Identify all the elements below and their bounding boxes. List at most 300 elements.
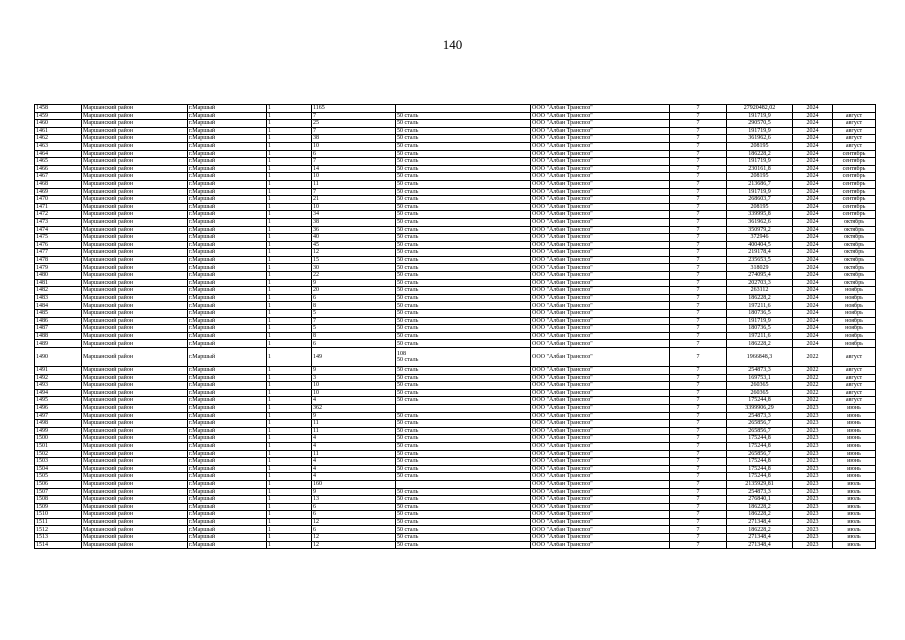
unit-cell: 7: [670, 317, 727, 325]
cost-cell: 208195: [727, 142, 793, 150]
year-cell: 2024: [793, 188, 833, 196]
year-cell: 2023: [793, 480, 833, 488]
material-cell: 50 сталь: [396, 142, 531, 150]
district-cell: Маршанский район: [82, 279, 188, 287]
row-number-cell: 1469: [35, 188, 82, 196]
table-row: [35, 442, 876, 450]
month-cell: август: [833, 367, 876, 375]
unit-cell: 7: [670, 534, 727, 542]
settlement-cell: г.Маршый: [188, 412, 267, 420]
settlement-cell: г.Маршый: [188, 348, 267, 367]
table-body: [35, 105, 876, 549]
material-cell: 50 сталь: [396, 389, 531, 397]
settlement-cell: г.Маршый: [188, 465, 267, 473]
settlement-cell: г.Маршый: [188, 435, 267, 443]
table-row: [35, 541, 876, 549]
unit-cell: 7: [670, 465, 727, 473]
length-cell: 4: [312, 442, 396, 450]
cost-cell: 235653,5: [727, 256, 793, 264]
material-cell: 50 сталь: [396, 241, 531, 249]
row-number-cell: 1496: [35, 404, 82, 412]
year-cell: 2022: [793, 374, 833, 382]
month-cell: сентябрь: [833, 173, 876, 181]
cost-cell: 260365: [727, 382, 793, 390]
contractor-cell: ООО "Албан Транспоз": [531, 450, 670, 458]
unit-cell: 7: [670, 135, 727, 143]
table-row: [35, 112, 876, 120]
year-cell: 2022: [793, 348, 833, 367]
material-cell: 50 сталь: [396, 420, 531, 428]
material-cell: 50 сталь: [396, 196, 531, 204]
settlement-cell: г.Маршый: [188, 173, 267, 181]
contractor-cell: ООО "Албан Транспоз": [531, 518, 670, 526]
cost-cell: 202703,3: [727, 279, 793, 287]
table-row: [35, 382, 876, 390]
row-number-cell: 1508: [35, 496, 82, 504]
table-row: [35, 397, 876, 405]
row-number-cell: 1474: [35, 226, 82, 234]
row-number-cell: 1461: [35, 127, 82, 135]
table-row: [35, 256, 876, 264]
unit-cell: 7: [670, 279, 727, 287]
settlement-cell: г.Маршый: [188, 389, 267, 397]
district-cell: Маршанский район: [82, 503, 188, 511]
cost-cell: 260365: [727, 389, 793, 397]
table-row: [35, 226, 876, 234]
table-row: [35, 120, 876, 128]
count-cell: 1: [267, 496, 312, 504]
material-cell: 50 сталь: [396, 458, 531, 466]
count-cell: 1: [267, 287, 312, 295]
contractor-cell: ООО "Албан Транспоз": [531, 480, 670, 488]
contractor-cell: ООО "Албан Транспоз": [531, 135, 670, 143]
table-row: [35, 150, 876, 158]
cost-cell: 254873,3: [727, 367, 793, 375]
material-cell: 50 сталь: [396, 526, 531, 534]
table-row: [35, 325, 876, 333]
unit-cell: 7: [670, 256, 727, 264]
count-cell: 1: [267, 382, 312, 390]
count-cell: 1: [267, 241, 312, 249]
settlement-cell: г.Маршый: [188, 127, 267, 135]
length-cell: 13: [312, 496, 396, 504]
settlement-cell: г.Маршый: [188, 180, 267, 188]
cost-cell: 175244,8: [727, 465, 793, 473]
length-cell: 362: [312, 404, 396, 412]
contractor-cell: ООО "Албан Транспоз": [531, 264, 670, 272]
row-number-cell: 1477: [35, 249, 82, 257]
table-row: [35, 340, 876, 348]
month-cell: сентябрь: [833, 211, 876, 219]
row-number-cell: 1493: [35, 382, 82, 390]
unit-cell: 7: [670, 496, 727, 504]
contractor-cell: ООО "Албан Транспоз": [531, 397, 670, 405]
year-cell: 2024: [793, 150, 833, 158]
material-cell: 50 сталь: [396, 450, 531, 458]
settlement-cell: г.Маршый: [188, 427, 267, 435]
district-cell: Маршанский район: [82, 389, 188, 397]
length-cell: 25: [312, 120, 396, 128]
cost-cell: 2135929,81: [727, 480, 793, 488]
year-cell: 2024: [793, 256, 833, 264]
month-cell: сентябрь: [833, 196, 876, 204]
month-cell: октябрь: [833, 234, 876, 242]
month-cell: сентябрь: [833, 203, 876, 211]
row-number-cell: 1497: [35, 412, 82, 420]
settlement-cell: г.Маршый: [188, 218, 267, 226]
cost-cell: 339995,8: [727, 211, 793, 219]
settlement-cell: г.Маршый: [188, 234, 267, 242]
month-cell: июнь: [833, 404, 876, 412]
material-cell: 50 сталь: [396, 325, 531, 333]
month-cell: июль: [833, 518, 876, 526]
district-cell: Маршанский район: [82, 473, 188, 481]
contractor-cell: ООО "Албан Транспоз": [531, 404, 670, 412]
register-table: [34, 104, 876, 549]
count-cell: 1: [267, 279, 312, 287]
month-cell: август: [833, 348, 876, 367]
material-cell: 50 сталь: [396, 367, 531, 375]
settlement-cell: г.Маршый: [188, 135, 267, 143]
length-cell: 7: [312, 112, 396, 120]
count-cell: 1: [267, 332, 312, 340]
row-number-cell: 1460: [35, 120, 82, 128]
material-cell: 50 сталь: [396, 340, 531, 348]
cost-cell: 3399906,29: [727, 404, 793, 412]
unit-cell: 7: [670, 503, 727, 511]
cost-cell: 230161,8: [727, 165, 793, 173]
material-cell: 50 сталь: [396, 435, 531, 443]
length-cell: 160: [312, 480, 396, 488]
table-row: [35, 180, 876, 188]
length-cell: 38: [312, 218, 396, 226]
district-cell: Маршанский район: [82, 272, 188, 280]
material-cell: 50 сталь: [396, 287, 531, 295]
year-cell: 2023: [793, 488, 833, 496]
district-cell: Маршанский район: [82, 203, 188, 211]
length-cell: 30: [312, 264, 396, 272]
contractor-cell: ООО "Албан Транспоз": [531, 496, 670, 504]
month-cell: август: [833, 120, 876, 128]
month-cell: июнь: [833, 450, 876, 458]
district-cell: Маршанский район: [82, 541, 188, 549]
year-cell: 2024: [793, 332, 833, 340]
table-row: [35, 480, 876, 488]
month-cell: ноябрь: [833, 340, 876, 348]
contractor-cell: ООО "Албан Транспоз": [531, 294, 670, 302]
month-cell: октябрь: [833, 256, 876, 264]
year-cell: 2024: [793, 180, 833, 188]
count-cell: 1: [267, 518, 312, 526]
contractor-cell: ООО "Албан Транспоз": [531, 241, 670, 249]
count-cell: 1: [267, 218, 312, 226]
year-cell: 2024: [793, 294, 833, 302]
year-cell: 2024: [793, 340, 833, 348]
row-number-cell: 1458: [35, 105, 82, 113]
unit-cell: 7: [670, 367, 727, 375]
year-cell: 2023: [793, 496, 833, 504]
cost-cell: 169753,1: [727, 374, 793, 382]
count-cell: 1: [267, 256, 312, 264]
contractor-cell: ООО "Албан Транспоз": [531, 348, 670, 367]
row-number-cell: 1495: [35, 397, 82, 405]
material-cell: [396, 480, 531, 488]
unit-cell: 7: [670, 127, 727, 135]
cost-cell: 350979,2: [727, 226, 793, 234]
month-cell: июнь: [833, 427, 876, 435]
count-cell: 1: [267, 150, 312, 158]
year-cell: 2024: [793, 226, 833, 234]
year-cell: 2024: [793, 211, 833, 219]
row-number-cell: 1490: [35, 348, 82, 367]
length-cell: 11: [312, 450, 396, 458]
month-cell: [833, 105, 876, 113]
district-cell: Маршанский район: [82, 534, 188, 542]
length-cell: 15: [312, 256, 396, 264]
month-cell: август: [833, 142, 876, 150]
material-cell: 50 сталь: [396, 374, 531, 382]
cost-cell: 213686,7: [727, 180, 793, 188]
material-cell: 50 сталь: [396, 302, 531, 310]
length-cell: 9: [312, 488, 396, 496]
length-cell: 45: [312, 241, 396, 249]
count-cell: 1: [267, 180, 312, 188]
count-cell: 1: [267, 173, 312, 181]
material-cell: 50 сталь: [396, 272, 531, 280]
unit-cell: 7: [670, 442, 727, 450]
material-cell: 108 50 сталь: [396, 348, 531, 367]
year-cell: 2024: [793, 196, 833, 204]
settlement-cell: г.Маршый: [188, 142, 267, 150]
year-cell: 2023: [793, 442, 833, 450]
month-cell: сентябрь: [833, 165, 876, 173]
contractor-cell: ООО "Албан Транспоз": [531, 367, 670, 375]
unit-cell: 7: [670, 234, 727, 242]
material-cell: 50 сталь: [396, 503, 531, 511]
material-cell: 50 сталь: [396, 112, 531, 120]
cost-cell: 191719,9: [727, 158, 793, 166]
contractor-cell: ООО "Албан Транспоз": [531, 317, 670, 325]
row-number-cell: 1480: [35, 272, 82, 280]
settlement-cell: г.Маршый: [188, 511, 267, 519]
count-cell: 1: [267, 340, 312, 348]
district-cell: Маршанский район: [82, 256, 188, 264]
contractor-cell: ООО "Албан Транспоз": [531, 374, 670, 382]
year-cell: 2024: [793, 241, 833, 249]
material-cell: 50 сталь: [396, 249, 531, 257]
cost-cell: 27920482,02: [727, 105, 793, 113]
row-number-cell: 1507: [35, 488, 82, 496]
month-cell: август: [833, 374, 876, 382]
row-number-cell: 1468: [35, 180, 82, 188]
settlement-cell: г.Маршый: [188, 203, 267, 211]
row-number-cell: 1473: [35, 218, 82, 226]
row-number-cell: 1459: [35, 112, 82, 120]
row-number-cell: 1486: [35, 317, 82, 325]
cost-cell: 208195: [727, 173, 793, 181]
table-row: [35, 302, 876, 310]
material-cell: 50 сталь: [396, 256, 531, 264]
length-cell: 4: [312, 465, 396, 473]
month-cell: ноябрь: [833, 310, 876, 318]
count-cell: 1: [267, 165, 312, 173]
district-cell: Маршанский район: [82, 420, 188, 428]
year-cell: 2024: [793, 310, 833, 318]
table-row: [35, 518, 876, 526]
unit-cell: 7: [670, 310, 727, 318]
unit-cell: 7: [670, 348, 727, 367]
unit-cell: 7: [670, 165, 727, 173]
row-number-cell: 1505: [35, 473, 82, 481]
length-cell: 8: [312, 332, 396, 340]
count-cell: 1: [267, 264, 312, 272]
unit-cell: 7: [670, 374, 727, 382]
row-number-cell: 1494: [35, 389, 82, 397]
cost-cell: 271348,4: [727, 518, 793, 526]
count-cell: 1: [267, 480, 312, 488]
unit-cell: 7: [670, 332, 727, 340]
length-cell: 34: [312, 211, 396, 219]
unit-cell: 7: [670, 173, 727, 181]
district-cell: Маршанский район: [82, 188, 188, 196]
contractor-cell: ООО "Албан Транспоз": [531, 325, 670, 333]
cost-cell: 271348,4: [727, 534, 793, 542]
material-cell: 50 сталь: [396, 294, 531, 302]
district-cell: Маршанский район: [82, 264, 188, 272]
year-cell: 2023: [793, 420, 833, 428]
contractor-cell: ООО "Албан Транспоз": [531, 473, 670, 481]
cost-cell: 254873,3: [727, 412, 793, 420]
settlement-cell: г.Маршый: [188, 526, 267, 534]
cost-cell: 197211,6: [727, 332, 793, 340]
contractor-cell: ООО "Албан Транспоз": [531, 541, 670, 549]
length-cell: 21: [312, 196, 396, 204]
unit-cell: 7: [670, 404, 727, 412]
length-cell: 6: [312, 526, 396, 534]
row-number-cell: 1498: [35, 420, 82, 428]
length-cell: 10: [312, 382, 396, 390]
length-cell: 6: [312, 511, 396, 519]
unit-cell: 7: [670, 241, 727, 249]
district-cell: Маршанский район: [82, 480, 188, 488]
district-cell: Маршанский район: [82, 294, 188, 302]
settlement-cell: г.Маршый: [188, 150, 267, 158]
length-cell: 38: [312, 135, 396, 143]
settlement-cell: г.Маршый: [188, 287, 267, 295]
contractor-cell: ООО "Албан Транспоз": [531, 389, 670, 397]
district-cell: Маршанский район: [82, 340, 188, 348]
count-cell: 1: [267, 211, 312, 219]
count-cell: 1: [267, 105, 312, 113]
district-cell: Маршанский район: [82, 496, 188, 504]
unit-cell: 7: [670, 480, 727, 488]
cost-cell: 361962,6: [727, 218, 793, 226]
contractor-cell: ООО "Албан Транспоз": [531, 158, 670, 166]
row-number-cell: 1504: [35, 465, 82, 473]
contractor-cell: ООО "Албан Транспоз": [531, 340, 670, 348]
length-cell: 10: [312, 142, 396, 150]
month-cell: октябрь: [833, 249, 876, 257]
district-cell: Маршанский район: [82, 135, 188, 143]
contractor-cell: ООО "Албан Транспоз": [531, 442, 670, 450]
month-cell: июль: [833, 480, 876, 488]
settlement-cell: г.Маршый: [188, 211, 267, 219]
material-cell: 50 сталь: [396, 473, 531, 481]
cost-cell: 191719,9: [727, 188, 793, 196]
material-cell: 50 сталь: [396, 397, 531, 405]
month-cell: июнь: [833, 442, 876, 450]
district-cell: Маршанский район: [82, 367, 188, 375]
month-cell: август: [833, 389, 876, 397]
count-cell: 1: [267, 196, 312, 204]
district-cell: Маршанский район: [82, 310, 188, 318]
month-cell: октябрь: [833, 218, 876, 226]
cost-cell: 180736,5: [727, 325, 793, 333]
table-row: [35, 389, 876, 397]
month-cell: октябрь: [833, 226, 876, 234]
cost-cell: 276840,1: [727, 496, 793, 504]
unit-cell: 7: [670, 427, 727, 435]
settlement-cell: г.Маршый: [188, 105, 267, 113]
count-cell: 1: [267, 397, 312, 405]
count-cell: 1: [267, 442, 312, 450]
settlement-cell: г.Маршый: [188, 488, 267, 496]
length-cell: 11: [312, 180, 396, 188]
material-cell: 50 сталь: [396, 188, 531, 196]
table-row: [35, 420, 876, 428]
year-cell: 2024: [793, 120, 833, 128]
contractor-cell: ООО "Албан Транспоз": [531, 112, 670, 120]
length-cell: 6: [312, 294, 396, 302]
material-cell: 50 сталь: [396, 218, 531, 226]
district-cell: Маршанский район: [82, 332, 188, 340]
count-cell: 1: [267, 317, 312, 325]
contractor-cell: ООО "Албан Транспоз": [531, 105, 670, 113]
table-row: [35, 287, 876, 295]
length-cell: 11: [312, 420, 396, 428]
length-cell: 9: [312, 412, 396, 420]
unit-cell: 7: [670, 511, 727, 519]
settlement-cell: г.Маршый: [188, 112, 267, 120]
year-cell: 2023: [793, 503, 833, 511]
cost-cell: 265856,7: [727, 450, 793, 458]
district-cell: Маршанский район: [82, 404, 188, 412]
month-cell: июнь: [833, 412, 876, 420]
month-cell: ноябрь: [833, 317, 876, 325]
table-row: [35, 496, 876, 504]
row-number-cell: 1475: [35, 234, 82, 242]
district-cell: Маршанский район: [82, 173, 188, 181]
month-cell: ноябрь: [833, 302, 876, 310]
length-cell: 4: [312, 397, 396, 405]
count-cell: 1: [267, 534, 312, 542]
year-cell: 2024: [793, 218, 833, 226]
year-cell: 2024: [793, 234, 833, 242]
material-cell: 50 сталь: [396, 279, 531, 287]
table-row: [35, 458, 876, 466]
settlement-cell: г.Маршый: [188, 165, 267, 173]
contractor-cell: ООО "Албан Транспоз": [531, 287, 670, 295]
table-row: [35, 404, 876, 412]
year-cell: 2024: [793, 158, 833, 166]
contractor-cell: ООО "Албан Транспоз": [531, 142, 670, 150]
row-number-cell: 1471: [35, 203, 82, 211]
table-row: [35, 503, 876, 511]
settlement-cell: г.Маршый: [188, 458, 267, 466]
month-cell: июнь: [833, 465, 876, 473]
month-cell: октябрь: [833, 264, 876, 272]
material-cell: 50 сталь: [396, 135, 531, 143]
